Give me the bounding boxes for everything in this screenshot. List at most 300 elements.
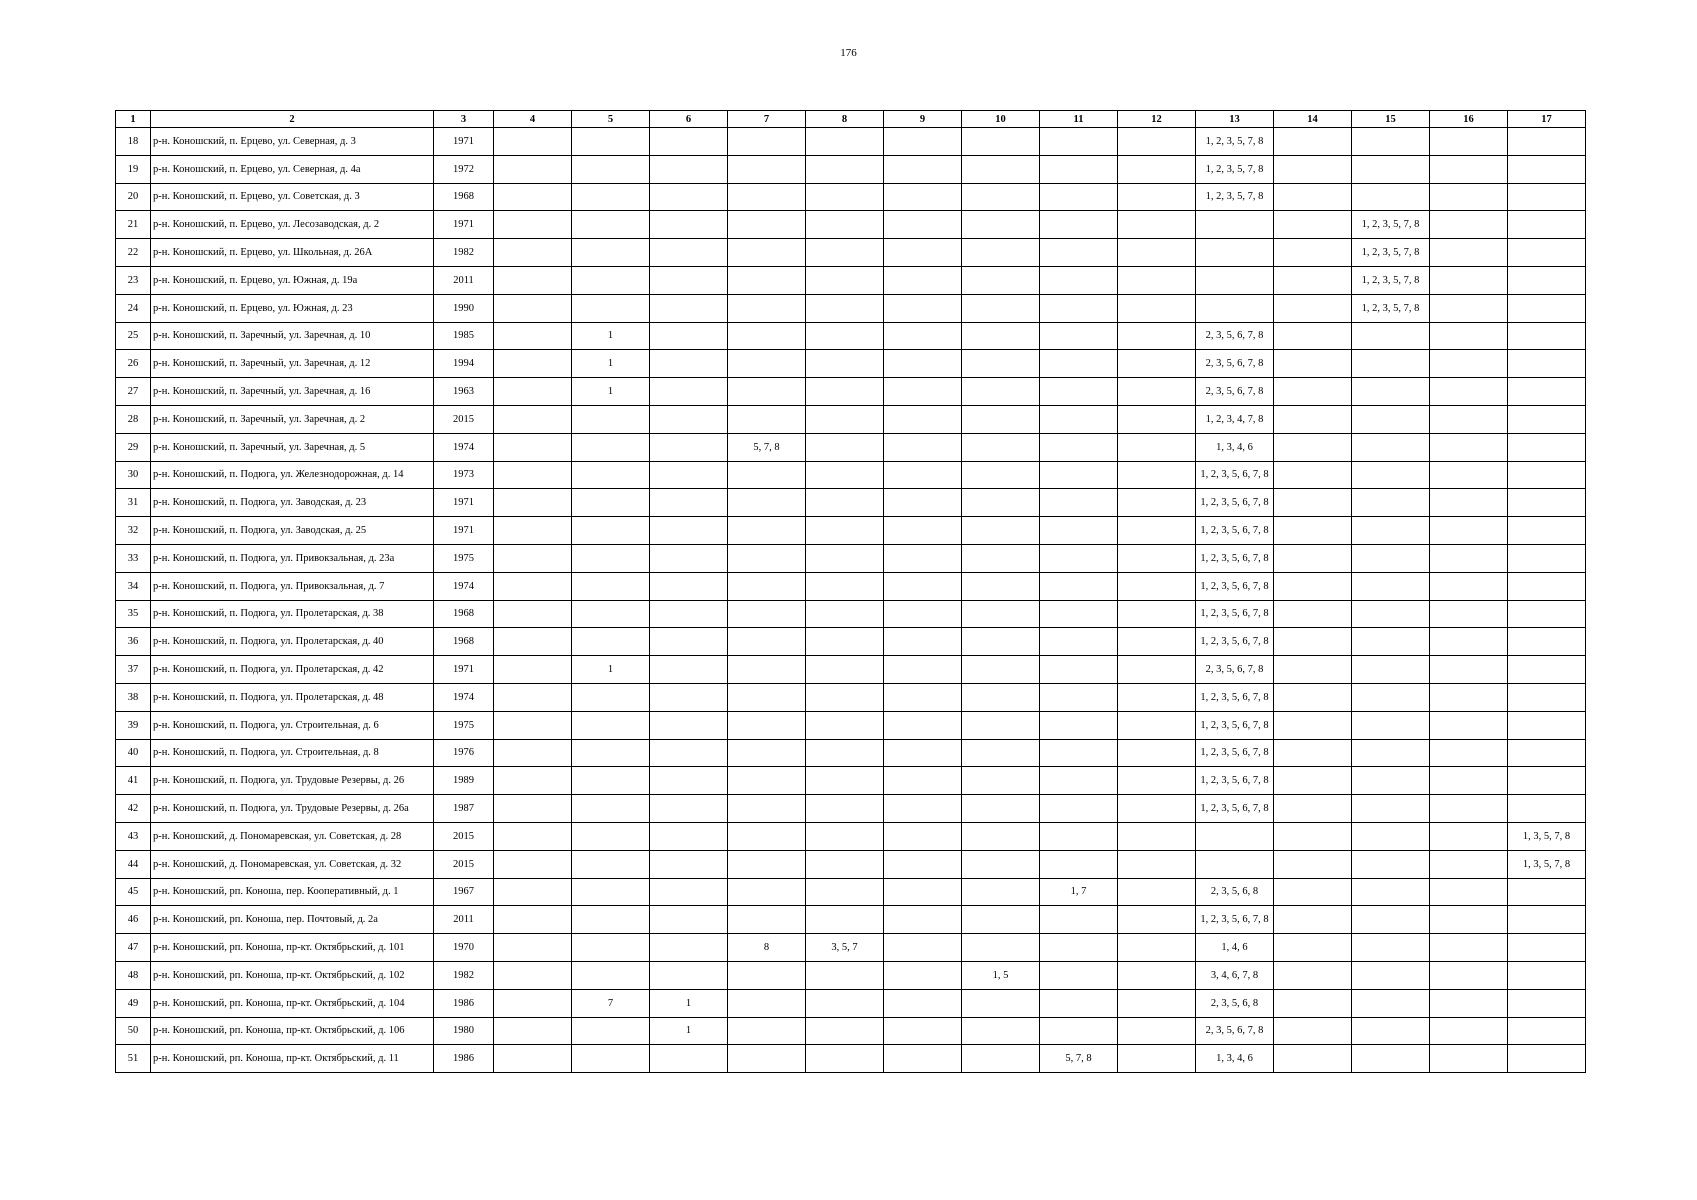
table-cell (1118, 934, 1196, 962)
table-cell (494, 378, 572, 406)
address-cell: р-н. Коношский, д. Пономаревская, ул. Советская, д. 28 (151, 822, 434, 850)
table-row (116, 128, 1586, 156)
table-cell (962, 1017, 1040, 1045)
table-cell (728, 739, 806, 767)
table-cell (1508, 266, 1586, 294)
table-cell (728, 767, 806, 795)
table-cell (962, 795, 1040, 823)
table-cell: 1, 7 (1040, 878, 1118, 906)
table-row (116, 989, 1586, 1017)
table-cell (572, 683, 650, 711)
address-cell: р-н. Коношский, рп. Коноша, пр-кт. Октябрьский, д. 104 (151, 989, 434, 1017)
table-cell: 1, 2, 3, 5, 6, 7, 8 (1196, 544, 1274, 572)
table-cell: 2, 3, 5, 6, 7, 8 (1196, 656, 1274, 684)
table-cell (1352, 711, 1430, 739)
table-cell: 1, 3, 5, 7, 8 (1508, 850, 1586, 878)
address-cell: р-н. Коношский, п. Подюга, ул. Пролетарская, д. 42 (151, 656, 434, 684)
table-cell: 8 (728, 934, 806, 962)
column-header-1: 1 (116, 111, 151, 128)
table-cell (572, 266, 650, 294)
row-number-cell: 36 (116, 628, 151, 656)
table-row (116, 211, 1586, 239)
table-cell (806, 544, 884, 572)
table-cell (494, 711, 572, 739)
table-cell (806, 600, 884, 628)
table-cell (650, 711, 728, 739)
table-cell (494, 934, 572, 962)
year-cell: 1970 (434, 934, 494, 962)
table-cell (1040, 600, 1118, 628)
table-cell (1118, 683, 1196, 711)
table-cell (962, 405, 1040, 433)
table-cell (1118, 183, 1196, 211)
table-cell: 5, 7, 8 (728, 433, 806, 461)
table-cell (962, 378, 1040, 406)
table-row (116, 711, 1586, 739)
table-cell (1274, 1045, 1352, 1073)
table-cell (806, 989, 884, 1017)
year-cell: 1968 (434, 628, 494, 656)
table-cell (728, 878, 806, 906)
column-header-15: 15 (1352, 111, 1430, 128)
row-number-cell: 46 (116, 906, 151, 934)
table-cell (884, 906, 962, 934)
table-cell: 1, 2, 3, 5, 6, 7, 8 (1196, 489, 1274, 517)
table-cell (1118, 739, 1196, 767)
table-cell (1274, 656, 1352, 684)
table-cell (728, 378, 806, 406)
table-cell (650, 739, 728, 767)
table-cell (728, 1045, 806, 1073)
row-number-cell: 40 (116, 739, 151, 767)
table-cell (572, 239, 650, 267)
table-cell (806, 878, 884, 906)
table-cell (962, 211, 1040, 239)
table-cell (494, 795, 572, 823)
table-cell (572, 934, 650, 962)
table-cell (650, 489, 728, 517)
row-number-cell: 30 (116, 461, 151, 489)
table-cell (650, 795, 728, 823)
table-cell: 3, 5, 7 (806, 934, 884, 962)
table-cell: 1, 2, 3, 5, 7, 8 (1352, 266, 1430, 294)
table-row (116, 183, 1586, 211)
table-cell (650, 683, 728, 711)
table-cell (650, 906, 728, 934)
year-cell: 1975 (434, 711, 494, 739)
table-cell (1352, 628, 1430, 656)
table-cell (1508, 795, 1586, 823)
table-cell (1118, 572, 1196, 600)
table-cell (1040, 711, 1118, 739)
table-cell (650, 934, 728, 962)
year-cell: 1972 (434, 155, 494, 183)
table-cell (494, 128, 572, 156)
table-cell: 1, 4, 6 (1196, 934, 1274, 962)
table-cell (650, 294, 728, 322)
table-cell (728, 155, 806, 183)
table-row (116, 683, 1586, 711)
row-number-cell: 24 (116, 294, 151, 322)
table-cell (1274, 711, 1352, 739)
table-cell (650, 155, 728, 183)
table-cell (962, 934, 1040, 962)
table-cell: 2, 3, 5, 6, 8 (1196, 878, 1274, 906)
table-cell (1274, 544, 1352, 572)
table-cell (494, 1017, 572, 1045)
row-number-cell: 47 (116, 934, 151, 962)
table-cell (728, 628, 806, 656)
column-header-5: 5 (572, 111, 650, 128)
table-cell (1430, 878, 1508, 906)
table-cell (1040, 266, 1118, 294)
address-cell: р-н. Коношский, п. Подюга, ул. Пролетарская, д. 38 (151, 600, 434, 628)
table-cell (1508, 628, 1586, 656)
table-cell (1040, 433, 1118, 461)
table-cell (806, 517, 884, 545)
table-cell (572, 294, 650, 322)
table-cell (1352, 517, 1430, 545)
table-cell (572, 517, 650, 545)
address-cell: р-н. Коношский, п. Ерцево, ул. Южная, д. 23 (151, 294, 434, 322)
column-header-16: 16 (1430, 111, 1508, 128)
table-cell (1040, 322, 1118, 350)
table-cell (884, 850, 962, 878)
table-cell (884, 656, 962, 684)
row-number-cell: 43 (116, 822, 151, 850)
table-cell (1118, 294, 1196, 322)
table-cell (1274, 322, 1352, 350)
table-cell (494, 1045, 572, 1073)
table-cell (494, 822, 572, 850)
table-cell (1430, 544, 1508, 572)
table-cell (1430, 405, 1508, 433)
row-number-cell: 31 (116, 489, 151, 517)
table-cell (1352, 405, 1430, 433)
table-cell (1274, 767, 1352, 795)
table-cell (1352, 934, 1430, 962)
table-cell: 1, 2, 3, 5, 6, 7, 8 (1196, 517, 1274, 545)
table-cell (1118, 544, 1196, 572)
table-cell (572, 628, 650, 656)
table-cell (572, 795, 650, 823)
table-cell (494, 656, 572, 684)
table-cell (806, 350, 884, 378)
table-cell (1118, 767, 1196, 795)
year-cell: 1971 (434, 128, 494, 156)
table-cell (1118, 155, 1196, 183)
table-cell: 1, 2, 3, 5, 7, 8 (1196, 128, 1274, 156)
table-cell (572, 433, 650, 461)
table-cell (1040, 656, 1118, 684)
table-cell (1352, 155, 1430, 183)
year-cell: 1986 (434, 989, 494, 1017)
table-cell (728, 517, 806, 545)
table-cell (1274, 211, 1352, 239)
table-header-row (116, 111, 1586, 128)
table-cell (650, 656, 728, 684)
table-cell (1430, 683, 1508, 711)
table-cell (728, 322, 806, 350)
table-cell (1508, 683, 1586, 711)
table-cell (650, 628, 728, 656)
table-cell (1352, 850, 1430, 878)
table-cell (1352, 183, 1430, 211)
table-row (116, 739, 1586, 767)
table-cell (1430, 711, 1508, 739)
table-cell (572, 906, 650, 934)
table-cell (1196, 239, 1274, 267)
year-cell: 1994 (434, 350, 494, 378)
table-cell: 1, 2, 3, 5, 6, 7, 8 (1196, 683, 1274, 711)
table-cell (572, 155, 650, 183)
table-cell (494, 266, 572, 294)
address-cell: р-н. Коношский, п. Подюга, ул. Заводская, д. 23 (151, 489, 434, 517)
table-cell (806, 405, 884, 433)
table-cell (728, 489, 806, 517)
table-cell (1274, 350, 1352, 378)
table-cell (650, 266, 728, 294)
table-cell (1430, 934, 1508, 962)
table-cell (572, 572, 650, 600)
table-cell (1040, 183, 1118, 211)
table-cell: 3, 4, 6, 7, 8 (1196, 961, 1274, 989)
table-cell (1040, 989, 1118, 1017)
address-cell: р-н. Коношский, п. Подюга, ул. Пролетарская, д. 40 (151, 628, 434, 656)
table-cell: 2, 3, 5, 6, 8 (1196, 989, 1274, 1017)
table-cell: 1, 2, 3, 5, 6, 7, 8 (1196, 600, 1274, 628)
table-cell (728, 572, 806, 600)
table-cell (1430, 211, 1508, 239)
table-cell (884, 266, 962, 294)
table-cell (806, 322, 884, 350)
table-cell (1430, 1017, 1508, 1045)
table-cell (1274, 683, 1352, 711)
table-cell (494, 683, 572, 711)
table-cell (1040, 544, 1118, 572)
table-cell (650, 878, 728, 906)
table-row (116, 350, 1586, 378)
table-cell (1508, 489, 1586, 517)
table-cell (1352, 961, 1430, 989)
year-cell: 1976 (434, 739, 494, 767)
table-cell (1352, 378, 1430, 406)
table-cell (572, 489, 650, 517)
table-cell (494, 322, 572, 350)
year-cell: 1985 (434, 322, 494, 350)
table-cell (806, 294, 884, 322)
table-row (116, 433, 1586, 461)
table-cell (1118, 1017, 1196, 1045)
table-cell (884, 378, 962, 406)
table-cell (962, 739, 1040, 767)
table-cell (1274, 405, 1352, 433)
table-cell (1274, 878, 1352, 906)
table-cell (962, 266, 1040, 294)
table-cell (884, 155, 962, 183)
column-header-13: 13 (1196, 111, 1274, 128)
row-number-cell: 44 (116, 850, 151, 878)
table-row (116, 489, 1586, 517)
table-cell (650, 378, 728, 406)
table-cell (884, 128, 962, 156)
page-number: 176 (840, 47, 857, 59)
table-cell (884, 683, 962, 711)
column-header-10: 10 (962, 111, 1040, 128)
row-number-cell: 34 (116, 572, 151, 600)
table-cell (1040, 683, 1118, 711)
table-cell (1352, 906, 1430, 934)
table-cell (494, 544, 572, 572)
table-cell (650, 544, 728, 572)
table-cell (1040, 350, 1118, 378)
row-number-cell: 39 (116, 711, 151, 739)
table-cell (1430, 822, 1508, 850)
table-cell (1508, 211, 1586, 239)
table-cell (884, 461, 962, 489)
row-number-cell: 23 (116, 266, 151, 294)
table-cell (884, 1045, 962, 1073)
address-cell: р-н. Коношский, рп. Коноша, пер. Почтовый, д. 2а (151, 906, 434, 934)
table-cell (1508, 239, 1586, 267)
table-cell (1196, 822, 1274, 850)
table-cell (1508, 322, 1586, 350)
table-cell (1430, 378, 1508, 406)
row-number-cell: 20 (116, 183, 151, 211)
address-cell: р-н. Коношский, п. Подюга, ул. Привокзальная, д. 23а (151, 544, 434, 572)
table-cell (1118, 1045, 1196, 1073)
table-cell (1430, 128, 1508, 156)
table-cell (1118, 489, 1196, 517)
address-cell: р-н. Коношский, рп. Коноша, пр-кт. Октябрьский, д. 106 (151, 1017, 434, 1045)
table-cell (728, 600, 806, 628)
table-row (116, 517, 1586, 545)
table-cell (1118, 795, 1196, 823)
table-cell: 1, 2, 3, 5, 6, 7, 8 (1196, 461, 1274, 489)
address-cell: р-н. Коношский, п. Заречный, ул. Заречная, д. 2 (151, 405, 434, 433)
row-number-cell: 25 (116, 322, 151, 350)
table-cell (1352, 572, 1430, 600)
table-row (116, 600, 1586, 628)
table-row (116, 850, 1586, 878)
row-number-cell: 27 (116, 378, 151, 406)
table-cell (1118, 656, 1196, 684)
table-cell (572, 600, 650, 628)
table-cell (962, 461, 1040, 489)
table-cell (1352, 683, 1430, 711)
table-cell (650, 405, 728, 433)
table-cell (1040, 517, 1118, 545)
table-cell: 5, 7, 8 (1040, 1045, 1118, 1073)
table-cell (728, 211, 806, 239)
table-cell (1352, 128, 1430, 156)
table-cell (884, 433, 962, 461)
table-cell (1118, 378, 1196, 406)
table-row (116, 961, 1586, 989)
table-cell (1352, 322, 1430, 350)
table-cell (1118, 211, 1196, 239)
column-header-8: 8 (806, 111, 884, 128)
table-cell (728, 961, 806, 989)
table-cell (962, 878, 1040, 906)
table-cell (1040, 461, 1118, 489)
year-cell: 2015 (434, 405, 494, 433)
table-cell (884, 795, 962, 823)
table-cell (650, 433, 728, 461)
table-cell (1508, 155, 1586, 183)
table-cell (806, 239, 884, 267)
row-number-cell: 29 (116, 433, 151, 461)
table-cell (1430, 294, 1508, 322)
table-cell (1118, 906, 1196, 934)
table-cell (1118, 517, 1196, 545)
table-cell: 1, 2, 3, 5, 6, 7, 8 (1196, 711, 1274, 739)
table-cell (1430, 767, 1508, 795)
table-cell (572, 461, 650, 489)
table-cell (1352, 433, 1430, 461)
table-cell (728, 822, 806, 850)
table-cell (1274, 961, 1352, 989)
table-cell (1508, 1017, 1586, 1045)
address-cell: р-н. Коношский, п. Ерцево, ул. Северная, д. 3 (151, 128, 434, 156)
housing-table (115, 110, 1586, 1073)
table-cell (1352, 656, 1430, 684)
table-cell (1274, 128, 1352, 156)
table-cell (1430, 600, 1508, 628)
table-cell (1196, 294, 1274, 322)
table-cell (494, 517, 572, 545)
table-cell (572, 405, 650, 433)
table-cell (1274, 739, 1352, 767)
year-cell: 2011 (434, 266, 494, 294)
table-cell (1274, 433, 1352, 461)
year-cell: 1982 (434, 961, 494, 989)
table-cell (1274, 239, 1352, 267)
table-cell (1118, 239, 1196, 267)
address-cell: р-н. Коношский, п. Заречный, ул. Заречная, д. 5 (151, 433, 434, 461)
year-cell: 1963 (434, 378, 494, 406)
year-cell: 1982 (434, 239, 494, 267)
table-cell (1040, 1017, 1118, 1045)
year-cell: 1975 (434, 544, 494, 572)
column-header-2: 2 (151, 111, 434, 128)
table-cell (1274, 266, 1352, 294)
table-cell (962, 1045, 1040, 1073)
table-cell (1118, 822, 1196, 850)
table-cell (1196, 266, 1274, 294)
table-cell (494, 211, 572, 239)
table-cell (884, 350, 962, 378)
table-cell (1040, 489, 1118, 517)
table-cell (1508, 461, 1586, 489)
table-cell (1040, 572, 1118, 600)
table-cell (1430, 989, 1508, 1017)
table-cell (572, 822, 650, 850)
table-cell (806, 128, 884, 156)
table-cell (806, 767, 884, 795)
table-cell (1430, 433, 1508, 461)
address-cell: р-н. Коношский, п. Ерцево, ул. Школьная, д. 26А (151, 239, 434, 267)
table-cell (572, 128, 650, 156)
year-cell: 1973 (434, 461, 494, 489)
table-cell (884, 989, 962, 1017)
table-cell (650, 350, 728, 378)
table-cell: 1 (572, 656, 650, 684)
table-cell (1274, 155, 1352, 183)
table-cell (1352, 461, 1430, 489)
row-number-cell: 21 (116, 211, 151, 239)
row-number-cell: 42 (116, 795, 151, 823)
